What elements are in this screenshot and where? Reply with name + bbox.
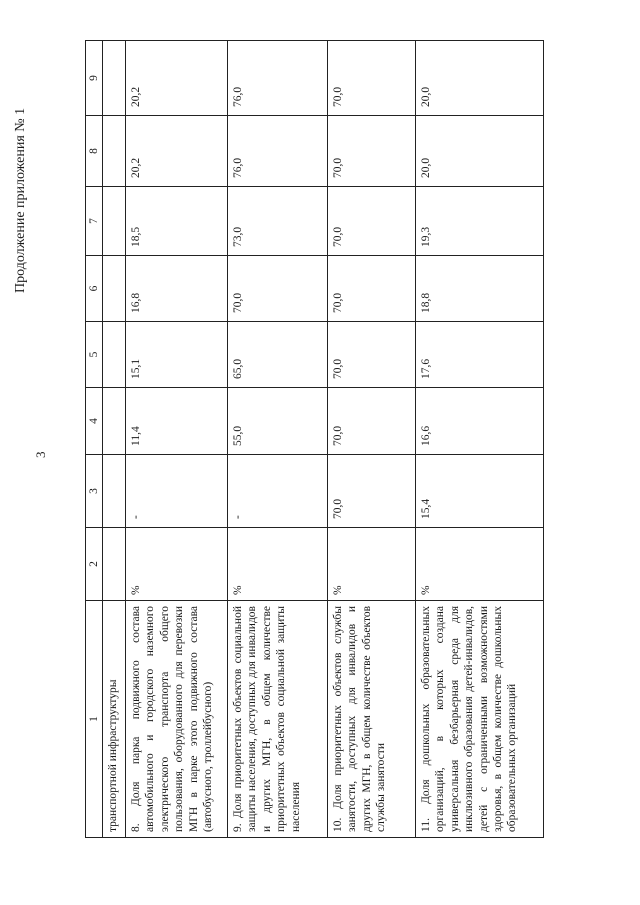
value-cell: 70,0 [328, 41, 416, 116]
value-cell: 20,0 [416, 41, 544, 116]
indicator-name: 11. Доля дошкольных образовательных организаций, в которых создана универсальная безбарьерная среда для инклюзивного образования детей-инвалидов, детей с ограниченными возможностями здоровья, в общем количестве дошкольных образовательных организаций [416, 601, 544, 838]
column-header: 1 [86, 601, 103, 838]
table-row [228, 41, 328, 838]
section-title: транспортной инфраструктуры [103, 601, 126, 838]
indicator-unit: % [228, 528, 328, 601]
value-cell: 73,0 [228, 187, 328, 256]
value-cell: - [126, 455, 228, 528]
value-cell: 15,1 [126, 322, 228, 388]
value-cell: 20,0 [416, 116, 544, 187]
value-cell: 70,0 [328, 116, 416, 187]
value-cell: 70,0 [228, 256, 328, 322]
value-cell: 70,0 [328, 256, 416, 322]
value-cell: 16,8 [126, 256, 228, 322]
column-header: 2 [86, 528, 103, 601]
indicator-unit: % [126, 528, 228, 601]
value-cell: 11,4 [126, 388, 228, 455]
indicator-name: 10. Доля приоритетных объектов службы занятости, доступных для инвалидов и других МГН, в общем количестве объектов службы занятости [328, 601, 416, 838]
column-header: 3 [86, 455, 103, 528]
column-header: 7 [86, 187, 103, 256]
value-cell: 70,0 [328, 322, 416, 388]
column-header: 9 [86, 41, 103, 116]
value-cell: 70,0 [328, 187, 416, 256]
table-row [126, 41, 228, 838]
column-header: 5 [86, 322, 103, 388]
indicator-name: 9. Доля приоритетных объектов социальной защиты населения, доступных для инвалидов и других МГН, в общем количестве приоритетных объектов социальной защиты населения [228, 601, 328, 838]
value-cell: 17,6 [416, 322, 544, 388]
indicator-table [85, 40, 544, 838]
value-cell: 76,0 [228, 41, 328, 116]
value-cell: 55,0 [228, 388, 328, 455]
page-number: 3 [33, 451, 48, 458]
column-header: 4 [86, 388, 103, 455]
value-cell: 15,4 [416, 455, 544, 528]
value-cell: 65,0 [228, 322, 328, 388]
value-cell: 18,5 [126, 187, 228, 256]
value-cell: 20,2 [126, 116, 228, 187]
column-header: 6 [86, 256, 103, 322]
value-cell: 76,0 [228, 116, 328, 187]
indicator-unit: % [416, 528, 544, 601]
table-row [328, 41, 416, 838]
indicator-name: 8. Доля парка подвижного состава автомобильного и городского наземного электрического транспорта общего пользования, оборудованного для перевозки МГН в парке этого подвижного состава (автобусного, троллейбусного) [126, 601, 228, 838]
value-cell: - [228, 455, 328, 528]
value-cell: 19,3 [416, 187, 544, 256]
column-header-row [86, 41, 103, 838]
value-cell: 16,6 [416, 388, 544, 455]
value-cell: 70,0 [328, 388, 416, 455]
running-header: Продолжение приложения № 1 [13, 107, 28, 293]
section-row [103, 41, 126, 838]
table-row [416, 41, 544, 838]
value-cell: 70,0 [328, 455, 416, 528]
value-cell: 18,8 [416, 256, 544, 322]
indicator-unit: % [328, 528, 416, 601]
value-cell: 20,2 [126, 41, 228, 116]
column-header: 8 [86, 116, 103, 187]
